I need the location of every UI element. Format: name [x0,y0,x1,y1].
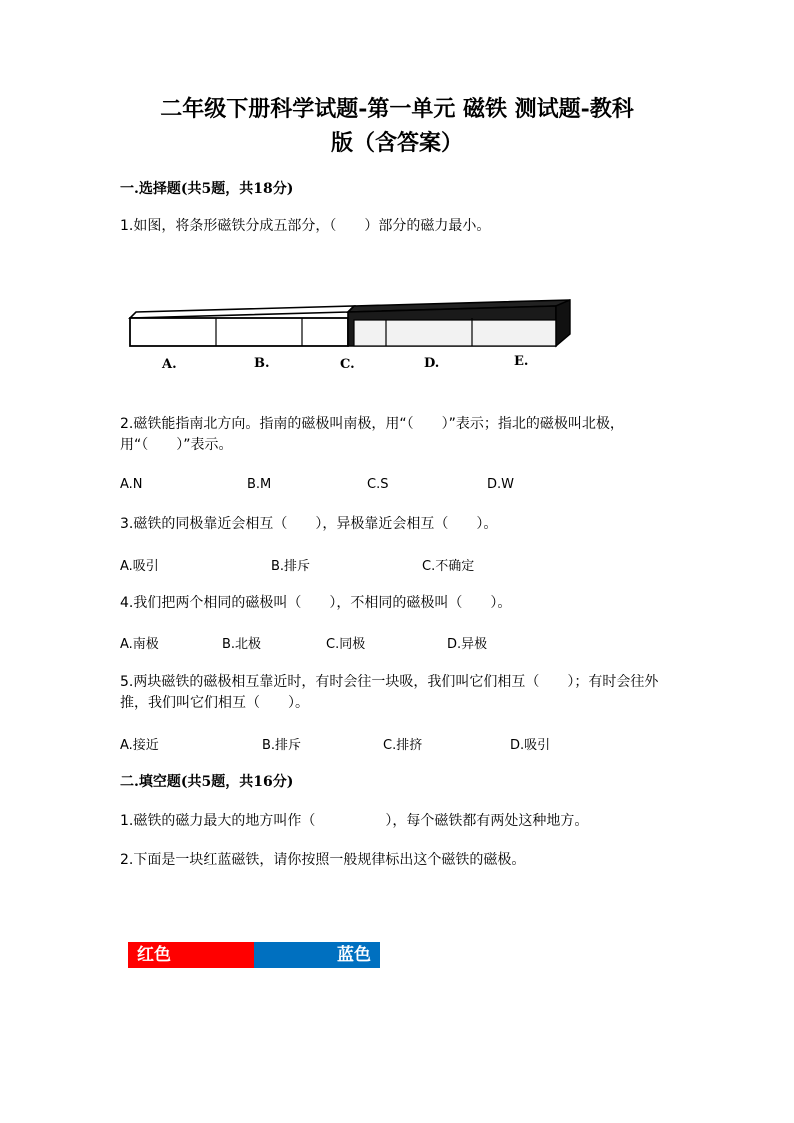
option-a[interactable]: A.南极 [120,637,159,652]
section1-heading: 一.选择题(共5题，共18分) [120,181,294,197]
option-b[interactable]: B.排斥 [262,738,302,753]
question-1-5: 5.两块磁铁的磁极相互靠近时，有时会往一块吸，我们叫它们相互（ ）；有时会往外推，我们叫它们相互（ ）。 [120,674,659,711]
option-b[interactable]: B.M [247,477,272,492]
magnet-blue-half: 蓝色 [254,942,380,968]
magnet-top-face-left [130,306,354,318]
option-d[interactable]: D.W [487,477,514,492]
red-blue-magnet [128,942,380,968]
option-b[interactable]: B.排斥 [271,559,311,574]
question-2-1: 1.磁铁的磁力最大的地方叫作（ ），每个磁铁都有两处这种地方。 [120,813,589,829]
option-c[interactable]: C.排挤 [383,738,423,753]
option-a[interactable]: A.吸引 [120,559,159,574]
label-b: B. [254,356,270,371]
option-c[interactable]: C.S [367,477,389,492]
option-b[interactable]: B.北极 [222,637,262,652]
option-d[interactable]: D.异极 [447,637,488,652]
question-2-2: 2.下面是一块红蓝磁铁，请你按照一般规律标出这个磁铁的磁极。 [120,852,526,868]
bar-magnet-figure [126,296,576,378]
magnet-end-face [556,300,570,346]
question-1-2: 2.磁铁能指南北方向。指南的磁极叫南极，用“（ ）”表示；指北的磁极叫北极，用“（ ）”表示。 [120,416,624,453]
label-a: A. [162,357,177,372]
section2-heading: 二.填空题(共5题，共16分) [120,774,294,790]
option-d[interactable]: D.吸引 [510,738,551,753]
question-1-3: 3.磁铁的同极靠近会相互（ ），异极靠近会相互（ ）。 [120,516,498,532]
option-c[interactable]: C.不确定 [422,559,475,574]
option-a[interactable]: A.接近 [120,738,159,753]
question-1-4: 4.我们把两个相同的磁极叫（ ），不相同的磁极叫（ ）。 [120,595,512,611]
magnet-front-right-panel [354,320,556,346]
option-c[interactable]: C.同极 [326,637,366,652]
title-line-1: 二年级下册科学试题-第一单元 磁铁 测试题-教科 [160,96,634,122]
magnet-red-half: 红色 [128,942,254,968]
label-e: E. [514,354,529,369]
label-d: D. [424,356,440,371]
magnet-front-left [130,318,348,346]
question-1-1: 1.如图，将条形磁铁分成五部分，（ ）部分的磁力最小。 [120,218,491,234]
option-a[interactable]: A.N [120,477,143,492]
label-c: C. [340,357,355,372]
title-line-2: 版（含答案） [330,130,463,156]
page-title [100,92,694,160]
